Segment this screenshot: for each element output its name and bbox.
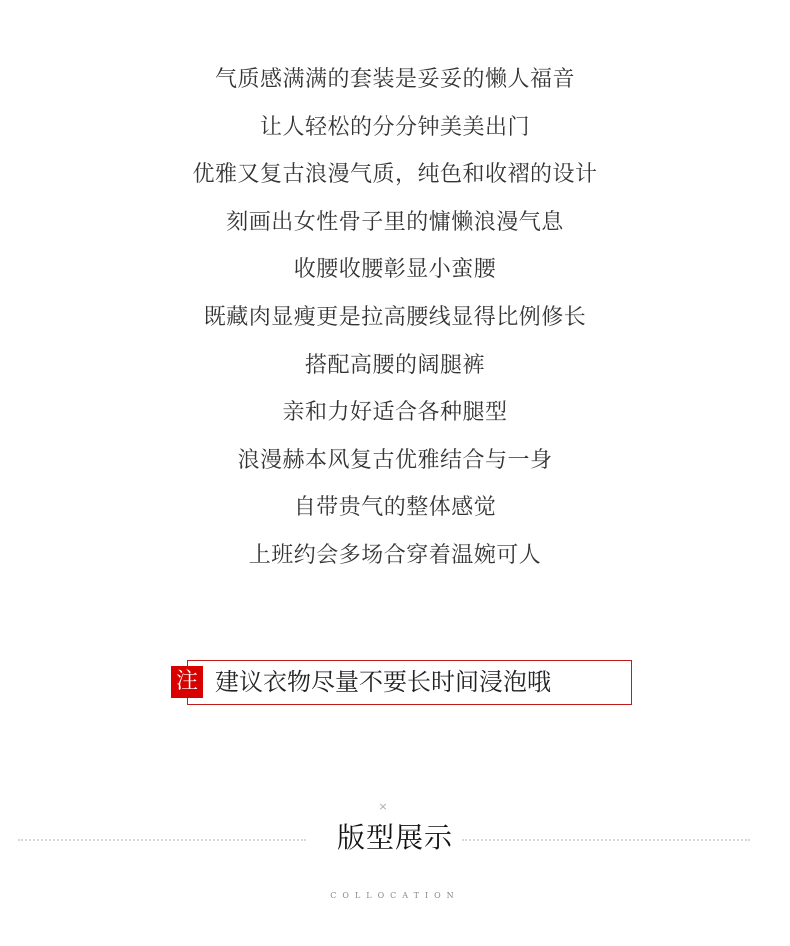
intro-line: 优雅又复古浪漫气质，纯色和收褶的设计 [192, 162, 598, 188]
intro-line: 上班约会多场合穿着温婉可人 [248, 542, 542, 568]
intro-line: 让人轻松的分分钟美美出门 [259, 114, 530, 140]
care-note [171, 660, 631, 705]
intro-line: 浪漫赫本风复古优雅结合与一身 [237, 447, 553, 473]
care-note-text: 建议衣物尽量不要长时间浸泡哦 [215, 668, 551, 696]
intro-line: 刻画出女性骨子里的慵懒浪漫气息 [226, 209, 564, 235]
intro-line: 收腰收腰彰显小蛮腰 [293, 257, 497, 283]
intro-line: 自带贵气的整体感觉 [293, 495, 497, 521]
intro-line: 搭配高腰的阔腿裤 [304, 352, 485, 378]
section-title: 版型展示 [336, 821, 453, 854]
intro-line: 既藏肉显瘦更是拉高腰线显得比例修长 [203, 304, 587, 330]
close-mark-icon: × [378, 800, 388, 813]
intro-line: 气质感满满的套装是妥妥的懒人福音 [214, 67, 575, 92]
intro-line: 亲和力好适合各种腿型 [282, 400, 508, 426]
section-subtitle: COLLOCATION [330, 891, 460, 900]
intro-text-list [0, 56, 790, 580]
note-badge: 注 [171, 666, 203, 698]
section-header [0, 796, 790, 906]
